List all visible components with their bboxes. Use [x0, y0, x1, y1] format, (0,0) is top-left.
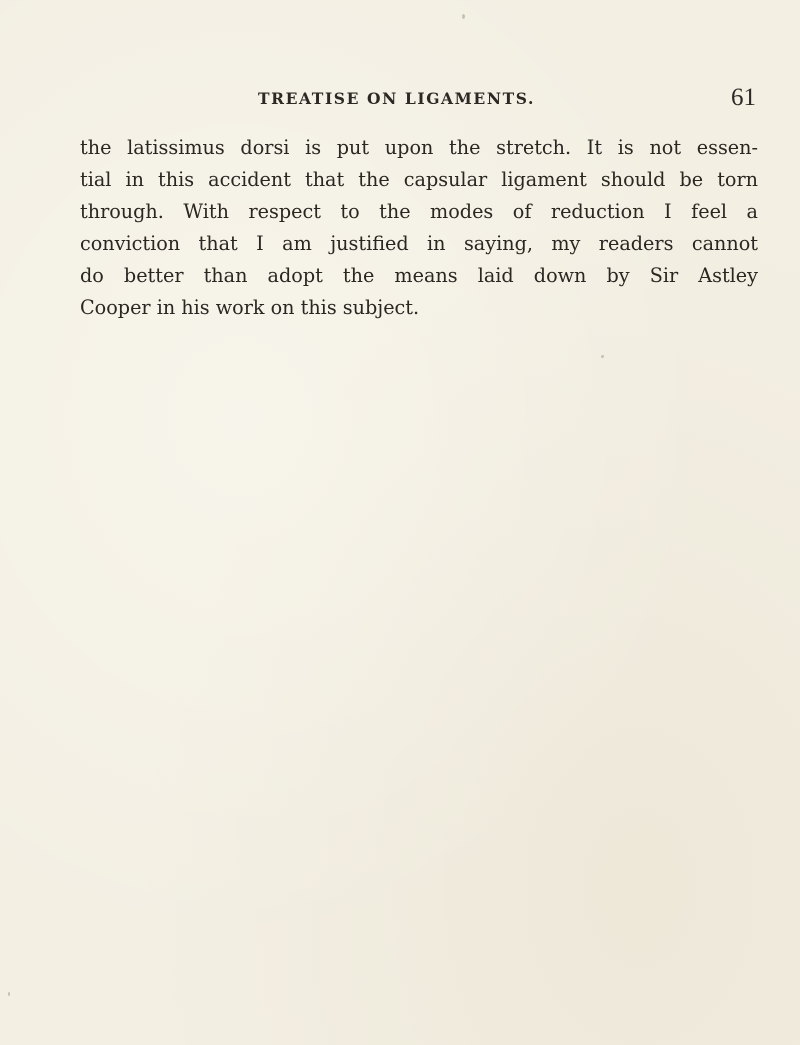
paper-speck — [601, 355, 604, 358]
paper-speck — [8, 992, 10, 996]
paper-speck — [462, 14, 465, 19]
text-line: tial in this accident that the capsular ligament should be torn — [80, 168, 758, 191]
text-line: the latissimus dorsi is put upon the stretch. It is not essen- — [80, 136, 758, 159]
running-title: TREATISE ON LIGAMENTS. — [258, 89, 535, 108]
body-paragraph — [80, 132, 758, 324]
page-number: 61 — [731, 84, 756, 111]
text-line: through. With respect to the modes of reduction I feel a — [80, 200, 758, 223]
text-line: do better than adopt the means laid down by Sir Astley — [80, 264, 758, 287]
text-line: Cooper in his work on this subject. — [80, 296, 420, 319]
text-line: conviction that I am justified in saying, my readers cannot — [80, 232, 758, 255]
page-header — [80, 86, 756, 114]
